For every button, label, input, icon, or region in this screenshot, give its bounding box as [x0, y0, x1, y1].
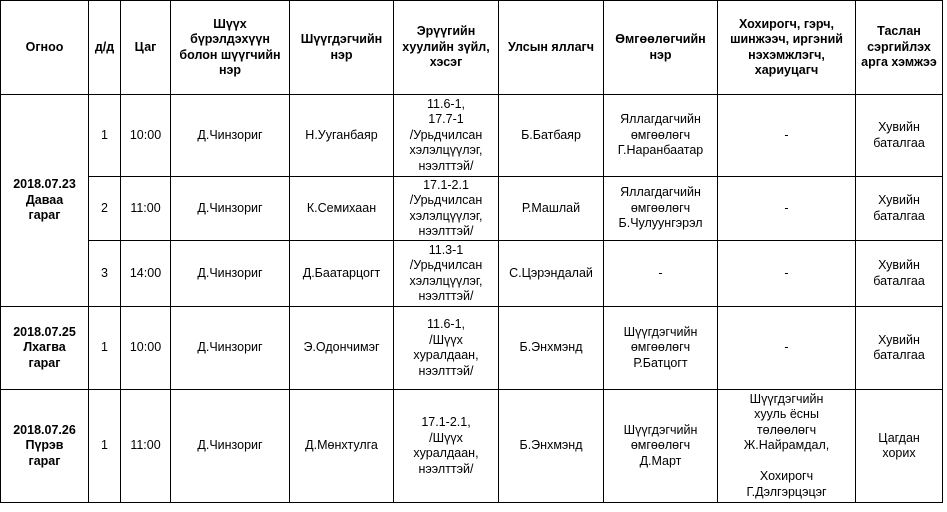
- header-date: Огноо: [1, 1, 89, 95]
- row-measure: Хувийн баталгаа: [856, 95, 943, 177]
- row-defendant: К.Семихаан: [290, 177, 394, 241]
- row-victim: -: [718, 177, 856, 241]
- table-row: [1, 95, 943, 177]
- row-article: 11.6-1, 17.7-1 /Урьдчилсан хэлэлцүүлэг, нээлттэй/: [394, 95, 499, 177]
- row-defendant: Д.Баатарцогт: [290, 241, 394, 307]
- row-prosecutor: Б.Энхмэнд: [499, 307, 604, 390]
- row-article: 11.3-1 /Урьдчилсан хэлэлцүүлэг, нээлттэй/: [394, 241, 499, 307]
- row-prosecutor: Б.Батбаяр: [499, 95, 604, 177]
- row-measure: Хувийн баталгаа: [856, 177, 943, 241]
- date-cell: 2018.07.25 Лхагва гараг: [1, 307, 89, 390]
- header-row: [1, 1, 943, 95]
- row-judge: Д.Чинзориг: [171, 241, 290, 307]
- header-victim: Хохирогч, гэрч, шинжээч, иргэний нэхэмжлэгч, хариуцагч: [718, 1, 856, 95]
- row-judge: Д.Чинзориг: [171, 177, 290, 241]
- table-row: [1, 177, 943, 241]
- row-number: 1: [89, 307, 121, 390]
- header-number: д/д: [89, 1, 121, 95]
- date-cell: 2018.07.23 Даваа гараг: [1, 95, 89, 307]
- row-measure: Цагдан хорих: [856, 390, 943, 503]
- row-prosecutor: Б.Энхмэнд: [499, 390, 604, 503]
- header-judge: Шүүх бүрэлдэхүүн болон шүүгчийн нэр: [171, 1, 290, 95]
- row-measure: Хувийн баталгаа: [856, 307, 943, 390]
- row-lawyer: -: [604, 241, 718, 307]
- row-lawyer: Шүүгдэгчийн өмгөөлөгч Д.Март: [604, 390, 718, 503]
- row-victim: Шүүгдэгчийн хууль ёсны төлөөлөгч Ж.Найрамдал, Хохирогч Г.Дэлгэрцэцэг: [718, 390, 856, 503]
- table-row: [1, 241, 943, 307]
- row-victim: -: [718, 307, 856, 390]
- row-lawyer: Яллагдагчийн өмгөөлөгч Б.Чулуунгэрэл: [604, 177, 718, 241]
- row-victim: -: [718, 95, 856, 177]
- row-number: 3: [89, 241, 121, 307]
- table-row: [1, 390, 943, 503]
- row-lawyer: Шүүгдэгчийн өмгөөлөгч Р.Батцогт: [604, 307, 718, 390]
- row-victim: -: [718, 241, 856, 307]
- row-judge: Д.Чинзориг: [171, 95, 290, 177]
- header-article: Эрүүгийн хуулийн зүйл, хэсэг: [394, 1, 499, 95]
- row-time: 14:00: [121, 241, 171, 307]
- row-judge: Д.Чинзориг: [171, 307, 290, 390]
- header-defendant: Шүүгдэгчийн нэр: [290, 1, 394, 95]
- date-cell: 2018.07.26 Пүрэв гараг: [1, 390, 89, 503]
- row-time: 11:00: [121, 177, 171, 241]
- row-time: 10:00: [121, 307, 171, 390]
- row-defendant: Д.Мөнхтулга: [290, 390, 394, 503]
- table-row: [1, 307, 943, 390]
- row-number: 1: [89, 95, 121, 177]
- row-measure: Хувийн баталгаа: [856, 241, 943, 307]
- row-article: 17.1-2.1 /Урьдчилсан хэлэлцүүлэг, нээлттэй/: [394, 177, 499, 241]
- row-lawyer: Яллагдагчийн өмгөөлөгч Г.Наранбаатар: [604, 95, 718, 177]
- row-prosecutor: С.Цэрэндалай: [499, 241, 604, 307]
- row-number: 1: [89, 390, 121, 503]
- row-number: 2: [89, 177, 121, 241]
- row-defendant: Н.Ууганбаяр: [290, 95, 394, 177]
- row-prosecutor: Р.Машлай: [499, 177, 604, 241]
- row-article: 11.6-1, /Шүүх хуралдаан, нээлттэй/: [394, 307, 499, 390]
- header-lawyer: Өмгөөлөгчийн нэр: [604, 1, 718, 95]
- row-article: 17.1-2.1, /Шүүх хуралдаан, нээлттэй/: [394, 390, 499, 503]
- row-time: 10:00: [121, 95, 171, 177]
- header-prosecutor: Улсын яллагч: [499, 1, 604, 95]
- header-measure: Таслан сэргийлэх арга хэмжээ: [856, 1, 943, 95]
- header-time: Цаг: [121, 1, 171, 95]
- row-defendant: Э.Одончимэг: [290, 307, 394, 390]
- row-time: 11:00: [121, 390, 171, 503]
- row-judge: Д.Чинзориг: [171, 390, 290, 503]
